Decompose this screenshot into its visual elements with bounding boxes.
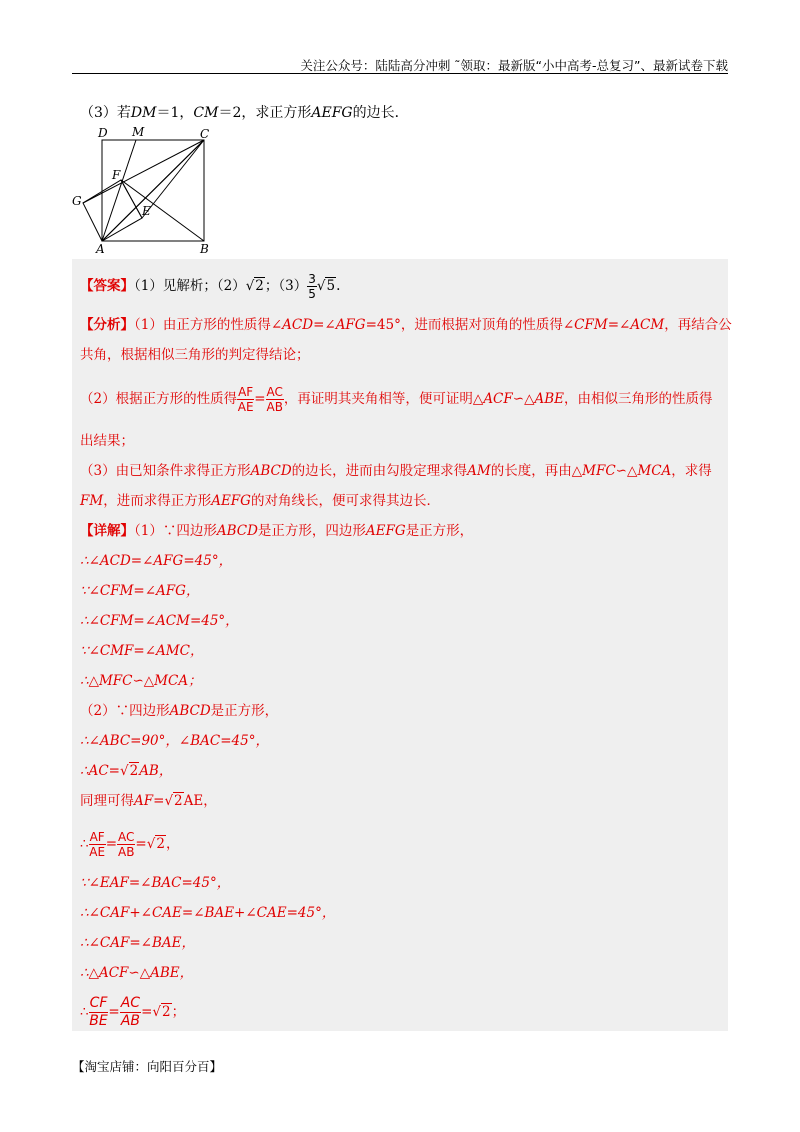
answer-line: 【答案】（1）见解析；（2）√2；（3） $\frac{3}{5}$ √5.	[80, 272, 341, 301]
segment-cg	[83, 140, 204, 203]
analysis-line-5: （3）由已知条件求得正方形ABCD的边长，进而由勾股定理求得AM的长度，再由△MFC∽△MCA，求得	[80, 463, 712, 479]
label-a: A	[96, 242, 105, 255]
detail-line-15: ∴△ACF∽△ABE，	[80, 965, 194, 981]
analysis-line-6: FM，进而求得正方形AEFG的对角线长，便可求得其边长．	[80, 493, 440, 509]
detail-line-4: ∴∠CFM=∠ACM=45°，	[80, 613, 239, 629]
analysis-line-2: 共角，根据相似三角形的判定得结论；	[80, 347, 310, 363]
label-g: G	[72, 194, 82, 208]
label-m: M	[132, 125, 145, 139]
detail-line-3: ∵∠CFM=∠AFG，	[80, 583, 200, 599]
label-f: F	[112, 168, 121, 182]
detail-line-16: ∴ $\frac{CF}{BE}$ = $\frac{AC}{AB}$ =√2；	[80, 995, 186, 1029]
label-e: E	[142, 204, 151, 218]
page-header: 关注公众号：陆陆高分冲刺 ˜领取：最新版“小中高考-总复习”、最新试卷下载	[300, 58, 728, 73]
page-footer: 【淘宝店铺：向阳百分百】	[72, 1059, 223, 1074]
detail-line-2: ∴∠ACD=∠AFG=45°，	[80, 553, 233, 569]
analysis-line-4: 出结果；	[80, 433, 134, 449]
detail-line-13: ∴∠CAF+∠CAE=∠BAE+∠CAE=45°，	[80, 905, 336, 921]
label-d: D	[98, 126, 108, 140]
segment-ac2	[102, 140, 204, 241]
detail-line-12: ∵∠EAF=∠BAC=45°，	[80, 875, 231, 891]
detail-line-6: ∴△MFC∽△MCA；	[80, 673, 202, 689]
detail-line-1: 【详解】（1）∵四边形ABCD是正方形，四边形AEFG是正方形，	[80, 523, 474, 539]
detail-line-11: ∴ $\frac{AF}{AE}$ = $\frac{AC}{AB}$ =√2，	[80, 830, 180, 859]
detail-line-7: （2）∵四边形ABCD是正方形，	[80, 703, 279, 719]
detail-line-14: ∴∠CAF=∠BAE，	[80, 935, 195, 951]
header-divider	[72, 73, 728, 74]
question-3: （3）若DM＝1，CM＝2，求正方形AEFG的边长．	[80, 105, 409, 121]
analysis-line-1: 【分析】（1）由正方形的性质得∠ACD=∠AFG=45°，进而根据对顶角的性质得∠CFM=∠ACM，再结合公	[80, 317, 732, 333]
label-b: B	[200, 242, 209, 255]
detail-line-9: ∴AC=√2AB，	[80, 763, 173, 779]
analysis-line-3: （2）根据正方形的性质得 $\frac{AF}{AE}$ = $\frac{AC}{AB}$ ，再证明其夹角相等，便可证明△ACF∽△ABE，由相似三角形的性质得	[80, 385, 713, 414]
detail-line-10: 同理可得AF=√2AE，	[80, 793, 217, 809]
label-c: C	[200, 127, 210, 141]
segment-ec	[142, 140, 204, 218]
detail-line-8: ∴∠ABC=90°，∠BAC=45°，	[80, 733, 269, 749]
detail-line-5: ∵∠CMF=∠AMC，	[80, 643, 204, 659]
geometry-figure	[68, 125, 228, 255]
